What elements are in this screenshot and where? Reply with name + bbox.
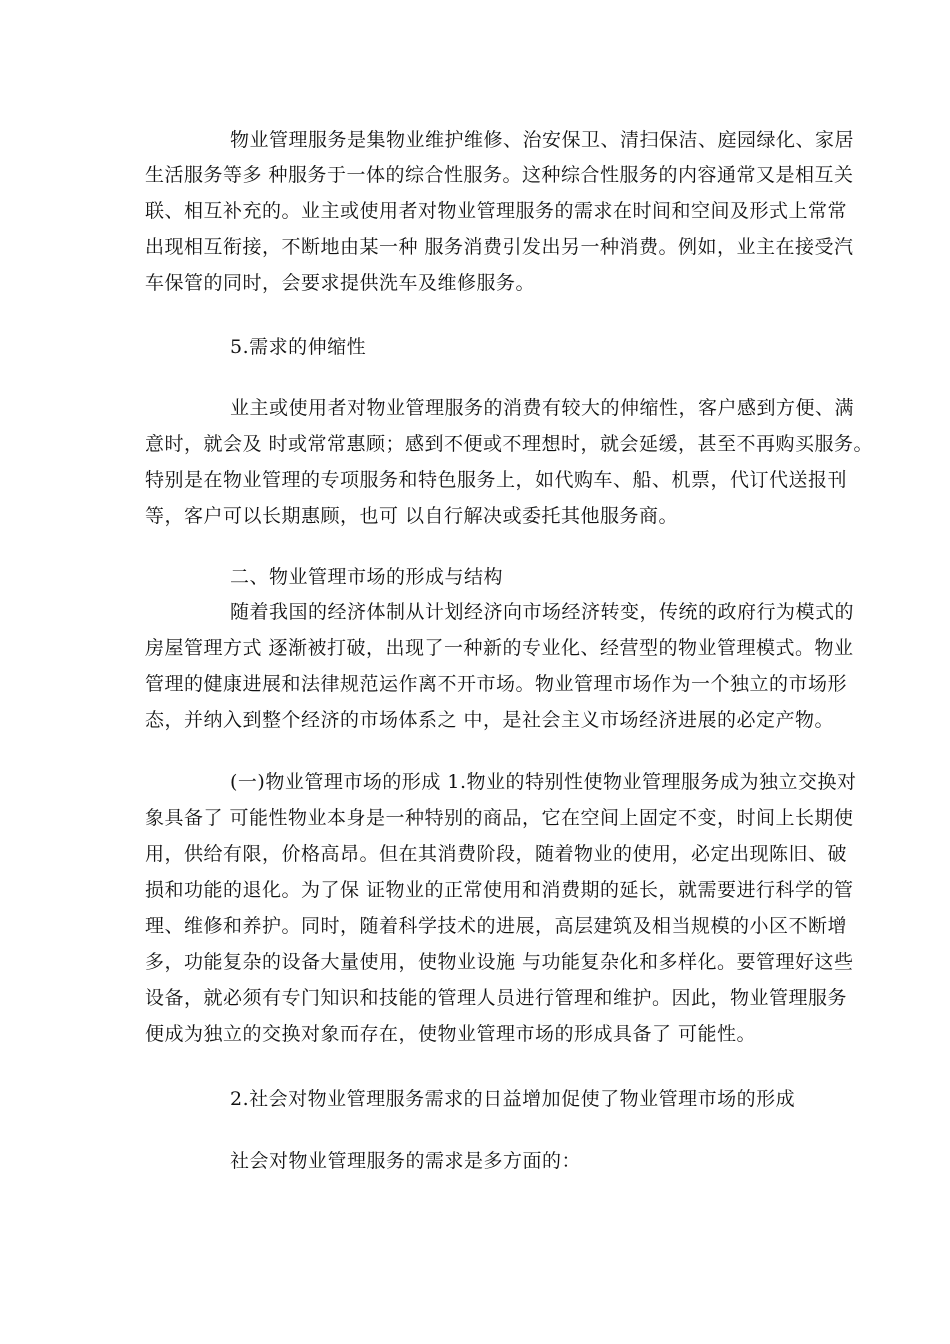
- paragraph-line: 社会对物业管理服务的需求是多方面的：: [230, 1150, 582, 1172]
- paragraph-line: 等，客户可以长期惠顾，也可 以自行解决或委托其他服务商。: [145, 505, 679, 527]
- paragraph-line: 设备，就必须有专门知识和技能的管理人员进行管理和维护。因此，物业管理服务: [145, 987, 848, 1009]
- paragraph-line: 业主或使用者对物业管理服务的消费有较大的伸缩性，客户感到方便、满: [230, 397, 855, 419]
- paragraph-line: 特别是在物业管理的专项服务和特色服务上，如代购车、船、机票，代订代送报刊: [145, 469, 848, 491]
- paragraph-line: 用，供给有限，价格高昂。但在其消费阶段，随着物业的使用，必定出现陈旧、破: [145, 843, 848, 865]
- paragraph-line: 管理的健康进展和法律规范运作离不开市场。物业管理市场作为一个独立的市场形: [145, 673, 848, 695]
- paragraph-line: 房屋管理方式 逐渐被打破，出现了一种新的专业化、经营型的物业管理模式。物业: [145, 637, 854, 659]
- paragraph-line: 多，功能复杂的设备大量使用，使物业设施 与功能复杂化和多样化。要管理好这些: [145, 951, 854, 973]
- paragraph-line: 损和功能的退化。为了保 证物业的正常使用和消费期的延长，就需要进行科学的管: [145, 879, 854, 901]
- paragraph-line: 态，并纳入到整个经济的市场体系之 中，是社会主义市场经济进展的必定产物。: [145, 709, 835, 731]
- section-heading: 2.社会对物业管理服务需求的日益增加促使了物业管理市场的形成: [230, 1088, 796, 1110]
- paragraph-line: 物业管理服务是集物业维护维修、治安保卫、清扫保洁、庭园绿化、家居: [230, 129, 855, 151]
- section-heading: 5.需求的伸缩性: [230, 336, 367, 358]
- paragraph-line: 象具备了 可能性物业本身是一种特别的商品，它在空间上固定不变，时间上长期使: [145, 807, 854, 829]
- paragraph-line: (一)物业管理市场的形成 1.物业的特别性使物业管理服务成为独立交换对: [230, 771, 857, 793]
- section-heading: 二、物业管理市场的形成与结构: [230, 566, 504, 588]
- paragraph-line: 联、相互补充的。业主或使用者对物业管理服务的需求在时间和空间及形式上常常: [145, 200, 848, 222]
- paragraph-line: 生活服务等多 种服务于一体的综合性服务。这种综合性服务的内容通常又是相互关: [145, 164, 854, 186]
- paragraph-line: 出现相互衔接，不断地由某一种 服务消费引发出另一种消费。例如，业主在接受汽: [145, 236, 854, 258]
- paragraph-line: 便成为独立的交换对象而存在，使物业管理市场的形成具备了 可能性。: [145, 1023, 757, 1045]
- paragraph-line: 随着我国的经济体制从计划经济向市场经济转变，传统的政府行为模式的: [230, 601, 855, 623]
- paragraph-line: 意时，就会及 时或常常惠顾；感到不便或不理想时，就会延缓，甚至不再购买服务。: [145, 433, 874, 455]
- paragraph-line: 车保管的同时，会要求提供洗车及维修服务。: [145, 272, 536, 294]
- paragraph-line: 理、维修和养护。同时，随着科学技术的进展，高层建筑及相当规模的小区不断增: [145, 915, 848, 937]
